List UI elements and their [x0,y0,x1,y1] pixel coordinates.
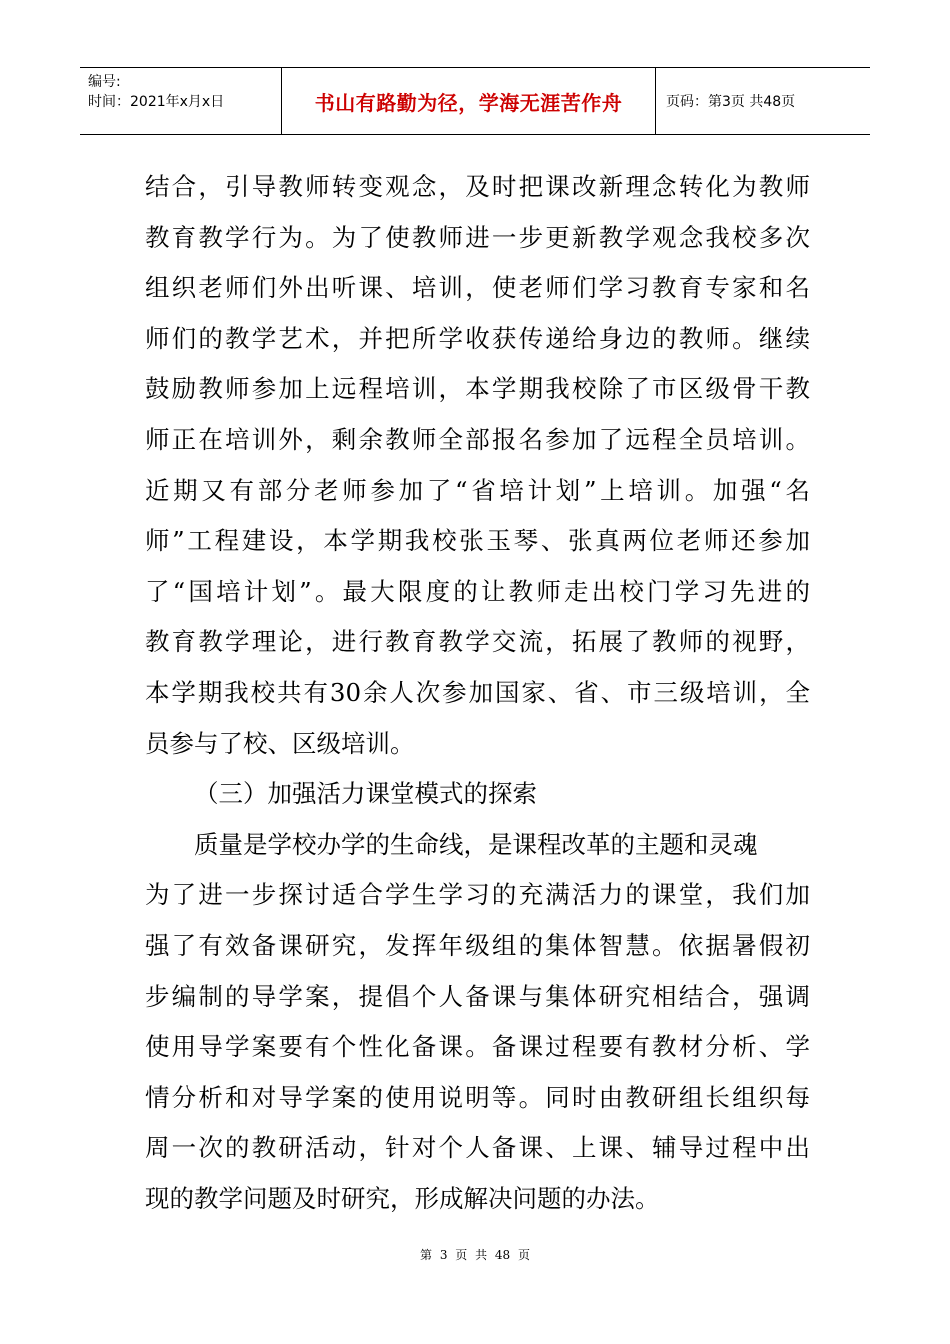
body-line: 师”工程建设，本学期我校张玉琴、张真两位老师还参加 [145,526,810,556]
body-line: 本学期我校共有30余人次参加国家、省、市三级培训，全 [145,677,810,707]
header-meta [80,68,282,134]
body-line: 质量是学校办学的生命线，是课程改革的主题和灵魂 [194,829,758,859]
header-page-info: 页码：第3页 共48页 [666,94,796,110]
body-line: 员参与了校、区级培训。 [145,728,415,758]
body-line: 近期又有部分老师参加了“省培计划”上培训。加强“名 [145,475,810,505]
document-body [145,162,810,1224]
body-line: 现的教学问题及时研究，形成解决问题的办法。 [145,1183,660,1213]
header-motto: 书山有路勤为径，学海无涯苦作舟 [282,68,656,134]
body-line: 教育教学理论，进行教育教学交流，拓展了教师的视野， [145,627,810,657]
body-line: 为了进一步探讨适合学生学习的充满活力的课堂，我们加 [145,880,810,910]
body-line: 师们的教学艺术，并把所学收获传递给身边的教师。继续 [145,323,810,353]
body-line: 强了有效备课研究，发挥年级组的集体智慧。依据暑假初 [145,930,810,960]
body-line: 使用导学案要有个性化备课。备课过程要有教材分析、学 [145,1032,810,1062]
body-line: 了“国培计划”。最大限度的让教师走出校门学习先进的 [145,576,810,606]
page-header [80,67,870,135]
code-label: 编号: [88,74,121,90]
time-label: 时间：2021年x月x日 [88,94,225,110]
body-line: 结合，引导教师转变观念，及时把课改新理念转化为教师 [145,172,810,201]
body-line: 周一次的教研活动，针对个人备课、上课、辅导过程中出 [145,1133,810,1163]
body-line: 教育教学行为。为了使教师进一步更新教学观念我校多次 [145,222,810,252]
body-line: 情分析和对导学案的使用说明等。同时由教研组长组织每 [145,1082,810,1112]
body-line: 师正在培训外，剩余教师全部报名参加了远程全员培训。 [145,424,810,454]
body-line: 步编制的导学案，提倡个人备课与集体研究相结合，强调 [145,981,810,1011]
page-footer: 第 3 页 共 48 页 [420,1248,530,1262]
body-line: 组织老师们外出听课、培训，使老师们学习教育专家和名 [145,273,810,303]
body-line: 鼓励教师参加上远程培训，本学期我校除了市区级骨干教 [145,374,810,404]
section-heading: （三）加强活力课堂模式的探索 [194,779,537,809]
